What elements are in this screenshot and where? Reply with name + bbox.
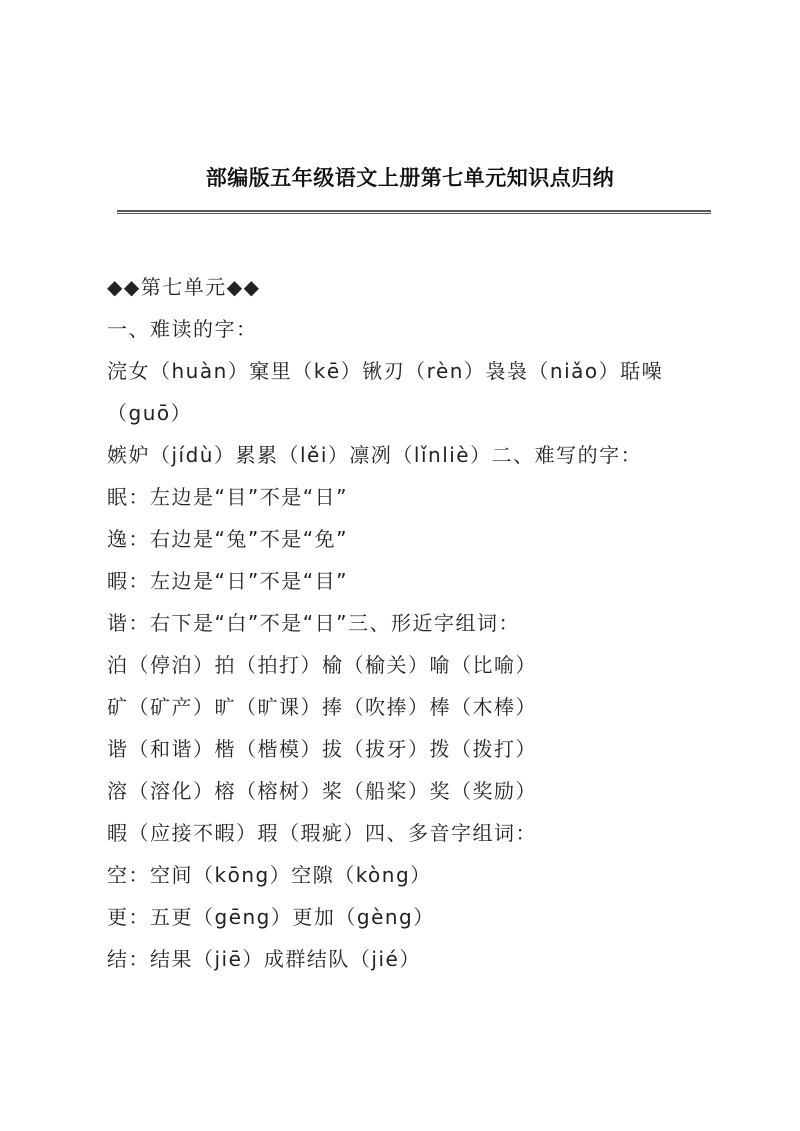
text-line: （guō）	[107, 401, 193, 425]
text-line: 逸：右边是“兔”不是“免”	[107, 527, 348, 551]
document-body	[107, 270, 747, 984]
text-line: 空：空间（kōng）空隙（kòng）	[107, 863, 432, 887]
text-line: 谐：右下是“白”不是“日”三、形近字组词：	[107, 611, 520, 635]
text-line: 谐（和谐）楷（楷模）拔（拔牙）拨（拨打）	[107, 737, 537, 761]
title-divider	[117, 210, 711, 214]
text-line: 结：结果（jiē）成群结队（jié）	[107, 947, 421, 971]
text-line: 暇（应接不暇）瑕（瑕疵）四、多音字组词：	[107, 821, 537, 845]
text-line: 眠：左边是“目”不是“日”	[107, 485, 348, 509]
text-line: 泊（停泊）拍（拍打）榆（榆关）喻（比喻）	[107, 653, 537, 677]
document-title: 部编版五年级语文上册第七单元知识点归纳	[205, 165, 615, 190]
text-line: 矿（矿产）旷（旷课）捧（吹捧）棒（木棒）	[107, 695, 537, 719]
text-line: 更：五更（gēng）更加（gèng）	[107, 905, 435, 929]
text-line: 暇：左边是“日”不是“目”	[107, 569, 348, 593]
text-line: 嫉妒（jídù）累累（lěi）凛冽（lǐnliè）二、难写的字：	[107, 443, 643, 467]
section-hard-to-read: 一、难读的字：	[107, 317, 258, 341]
text-line: 浣女（huàn）窠里（kē）锹刃（rèn）袅袅（niǎo）聒噪	[107, 359, 664, 383]
unit-heading: ◆◆第七单元◆◆	[107, 275, 261, 299]
text-line: 溶（溶化）榕（榕树）桨（船桨）奖（奖励）	[107, 779, 537, 803]
